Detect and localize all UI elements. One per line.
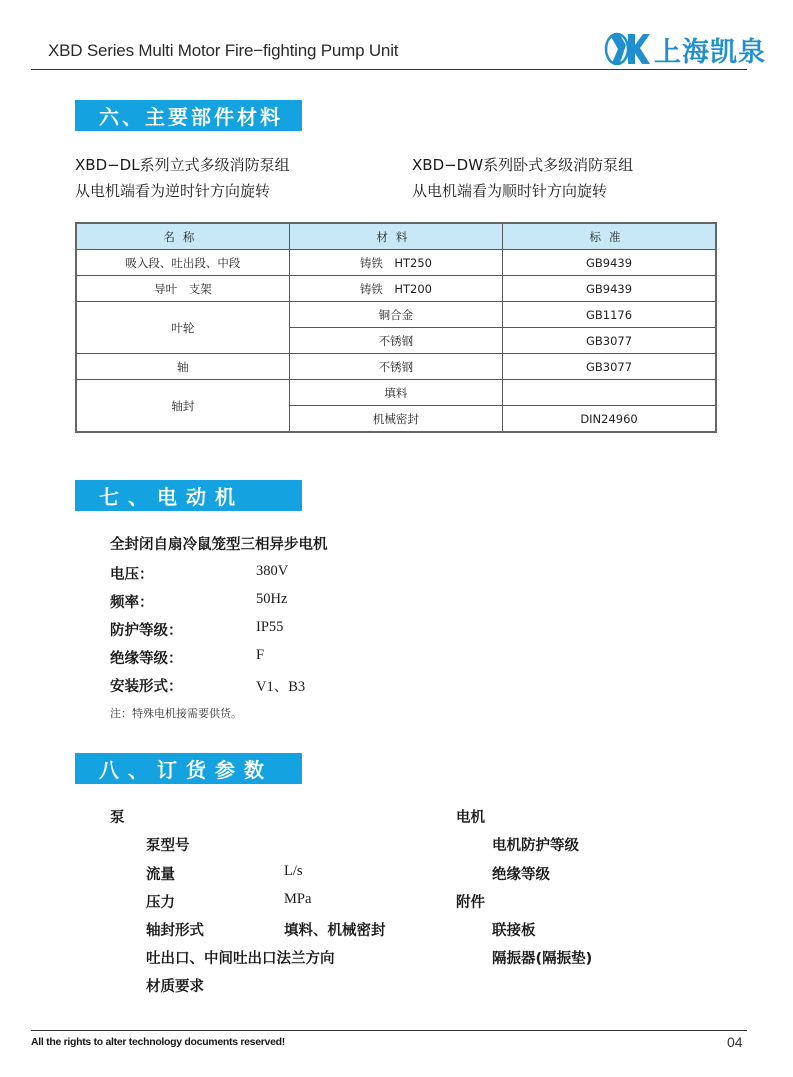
document-title: XBD Series Multi Motor Fire−fighting Pump Unit [48,41,399,60]
cell-name: 导叶 支架 [76,276,289,302]
cell-standard: DIN24960 [503,406,716,433]
cell-standard: GB3077 [503,354,716,380]
spec-value: 50Hz [256,591,288,607]
spec-label: 安装形式： [110,679,183,695]
spec-label: 绝缘等级： [110,651,183,667]
dl-series-intro [75,152,290,204]
order-item-flow-unit: L/s [284,863,303,879]
spec-row-insulation [110,647,264,668]
cell-material: 不锈钢 [289,328,502,354]
spec-value: V1、B3 [256,679,306,695]
spec-label: 频率： [110,595,154,611]
company-logo [604,30,766,68]
cell-name: 叶轮 [76,302,289,354]
logo-text: 上海凯泉 [654,36,766,68]
cell-material: 不锈钢 [289,354,502,380]
table-row [76,250,716,276]
spec-label: 电压： [110,567,154,583]
dl-series-title: XBD−DL系列立式多级消防泵组 [75,156,290,174]
motor-note: 注：特殊电机接需要供货。 [110,707,242,720]
order-item-seal-type-value: 填料、机械密封 [284,923,386,939]
section-8-header: 八、订货参数 [75,753,302,784]
spec-value: 380V [256,563,289,579]
table-header-row [76,223,716,250]
dw-series-intro [412,152,633,204]
order-item-motor-protection: 电机防护等级 [492,838,579,854]
cell-material: 铜合金 [289,302,502,328]
table-row [76,302,716,328]
spec-row-frequency [110,591,287,612]
cell-standard: GB9439 [503,250,716,276]
accessories-heading: 附件 [456,895,485,911]
table-row [76,276,716,302]
order-item-seal-type: 轴封形式 [146,923,204,939]
page-number: 04 [727,1034,743,1050]
cell-standard: GB3077 [503,328,716,354]
section-6-header: 六、主要部件材料 [75,100,302,131]
dw-series-title: XBD−DW系列卧式多级消防泵组 [412,156,634,174]
materials-table [75,222,717,433]
column-header-standard: 标准 [503,223,716,250]
order-item-vibration-isolator: 隔振器(隔振垫) [492,951,593,967]
footer-divider [31,1030,747,1031]
cell-standard [503,380,716,406]
cell-material: 机械密封 [289,406,502,433]
cell-material: 填料 [289,380,502,406]
cell-name: 吸入段、吐出段、中段 [76,250,289,276]
order-item-coupling-plate: 联接板 [492,923,536,939]
kaiquan-logo-icon [604,31,650,67]
cell-name: 轴 [76,354,289,380]
column-header-material: 材料 [289,223,502,250]
order-item-flange-direction: 吐出口、中间吐出口法兰方向 [146,951,335,967]
spec-row-mounting [110,675,305,696]
spec-row-protection [110,619,283,640]
section-7-header: 七、电动机 [75,480,302,511]
motor-heading: 电机 [456,810,485,826]
header-divider [31,69,747,70]
order-item-flow: 流量 [146,867,175,883]
cell-standard: GB1176 [503,302,716,328]
cell-material: 铸铁 HT200 [289,276,502,302]
dw-series-rotation: 从电机端看为顺时针方向旋转 [412,182,608,200]
spec-row-voltage [110,563,288,584]
cell-standard: GB9439 [503,276,716,302]
cell-name: 轴封 [76,380,289,433]
order-item-pressure: 压力 [146,895,175,911]
spec-value: F [256,647,265,663]
cell-material: 铸铁 HT250 [289,250,502,276]
order-item-motor-insulation: 绝缘等级 [492,867,550,883]
pump-heading: 泵 [110,810,125,826]
spec-value: IP55 [256,619,284,635]
spec-label: 防护等级： [110,623,183,639]
motor-description: 全封闭自扇冷鼠笼型三相异步电机 [110,537,328,553]
footer-copyright: All the rights to alter technology documents reserved! [31,1036,285,1048]
dl-series-rotation: 从电机端看为逆时针方向旋转 [75,182,271,200]
table-row [76,380,716,406]
order-item-pump-model: 泵型号 [146,838,190,854]
order-item-material: 材质要求 [146,979,204,995]
table-row [76,354,716,380]
column-header-name: 名称 [76,223,289,250]
order-item-pressure-unit: MPa [284,891,312,907]
